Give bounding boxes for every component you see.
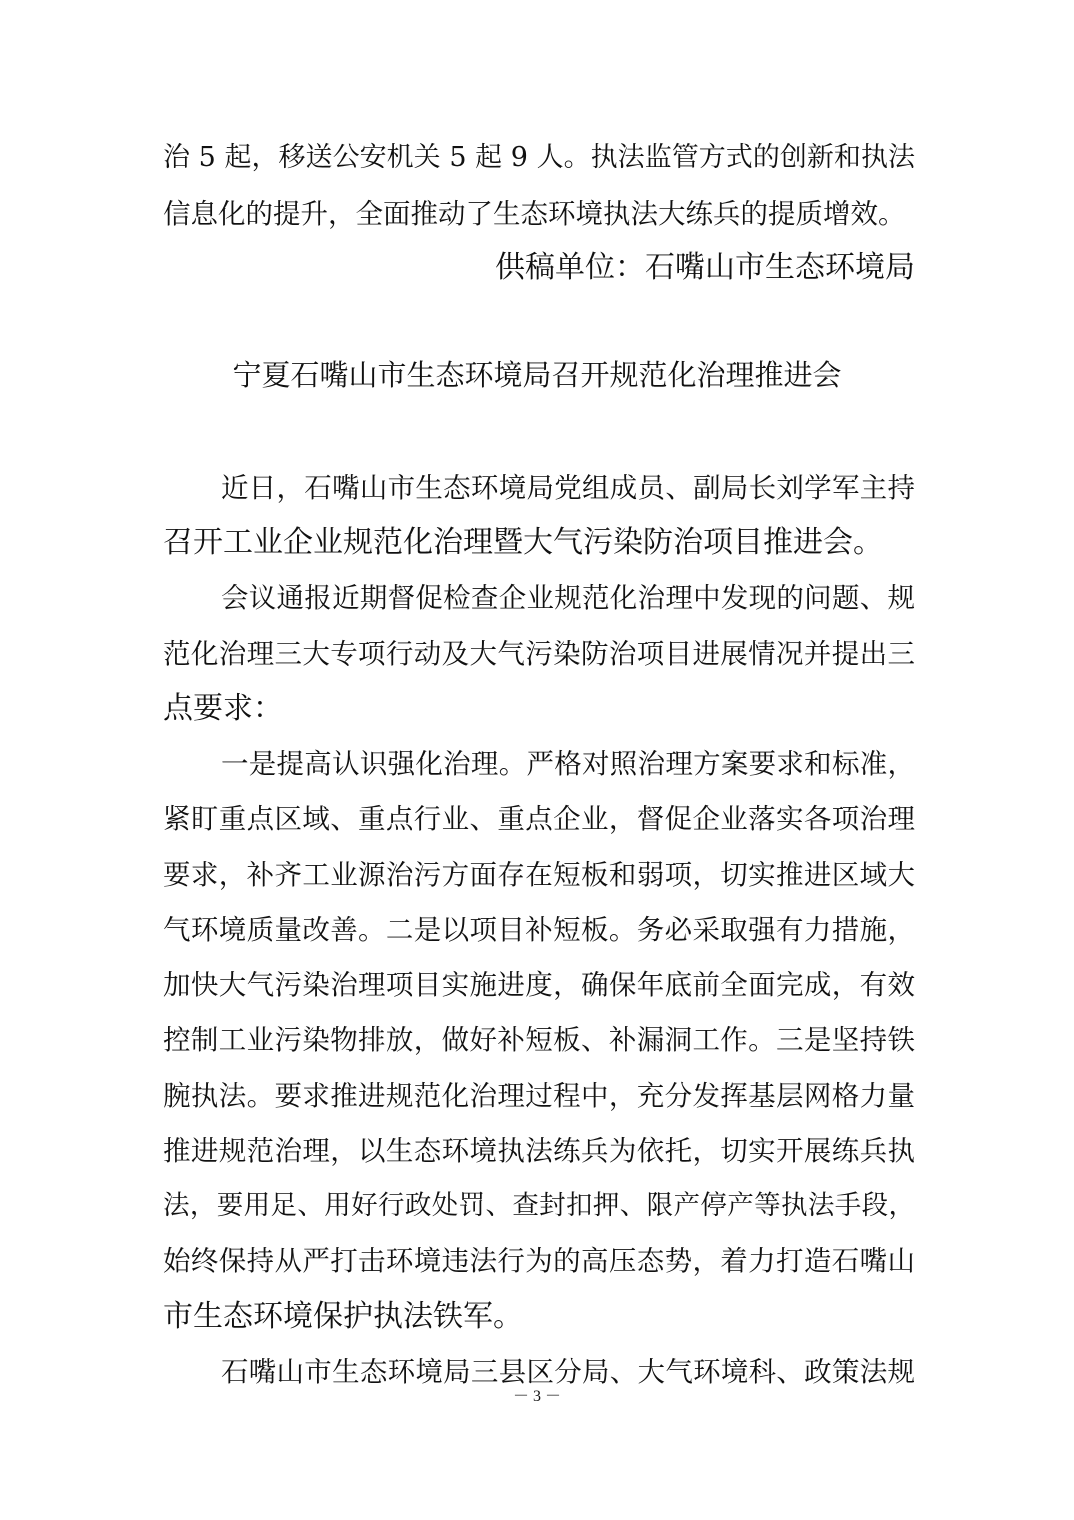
paragraph-line: 市生态环境保护执法铁军。 bbox=[163, 1299, 523, 1334]
paragraph-line: 控制工业污染物排放，做好补短板、补漏洞工作。三是坚持铁 bbox=[163, 1024, 915, 1056]
paragraph-line: 石嘴山市生态环境局三县区分局、大气环境科、政策法规 bbox=[221, 1356, 915, 1388]
paragraph-line: 召开工业企业规范化治理暨大气污染防治项目推进会。 bbox=[163, 525, 883, 560]
article-title: 宁夏石嘴山市生态环境局召开规范化治理推进会 bbox=[232, 358, 842, 392]
paragraph-line: 会议通报近期督促检查企业规范化治理中发现的问题、规 bbox=[221, 582, 915, 614]
paragraph-line: 要求，补齐工业源治污方面存在短板和弱项，切实推进区域大 bbox=[163, 859, 915, 891]
top-paragraph-line: 信息化的提升，全面推动了生态环境执法大练兵的提质增效。 bbox=[163, 198, 906, 230]
page-number: － 3 － bbox=[512, 1388, 561, 1405]
paragraph-line: 一是提高认识强化治理。严格对照治理方案要求和标准， bbox=[221, 748, 915, 780]
source-credit: 供稿单位：石嘴山市生态环境局 bbox=[495, 250, 915, 285]
paragraph-line: 紧盯重点区域、重点行业、重点企业，督促企业落实各项治理 bbox=[163, 803, 915, 835]
paragraph-line: 推进规范治理，以生态环境执法练兵为依托，切实开展练兵执 bbox=[163, 1135, 915, 1167]
paragraph-line: 加快大气污染治理项目实施进度，确保年底前全面完成，有效 bbox=[163, 969, 915, 1001]
paragraph-line: 近日，石嘴山市生态环境局党组成员、副局长刘学军主持 bbox=[221, 472, 915, 504]
paragraph-line: 始终保持从严打击环境违法行为的高压态势，着力打造石嘴山 bbox=[163, 1245, 915, 1277]
paragraph-line: 范化治理三大专项行动及大气污染防治项目进展情况并提出三 bbox=[163, 638, 915, 670]
top-paragraph-line: 治 5 起，移送公安机关 5 起 9 人。执法监管方式的创新和执法 bbox=[163, 142, 915, 173]
paragraph-line: 法，要用足、用好行政处罚、查封扣押、限产停产等执法手段， bbox=[163, 1190, 915, 1221]
paragraph-line: 气环境质量改善。二是以项目补短板。务必采取强有力措施， bbox=[163, 914, 915, 946]
paragraph-line: 点要求： bbox=[163, 691, 283, 726]
paragraph-line: 腕执法。要求推进规范化治理过程中，充分发挥基层网格力量 bbox=[163, 1080, 915, 1112]
